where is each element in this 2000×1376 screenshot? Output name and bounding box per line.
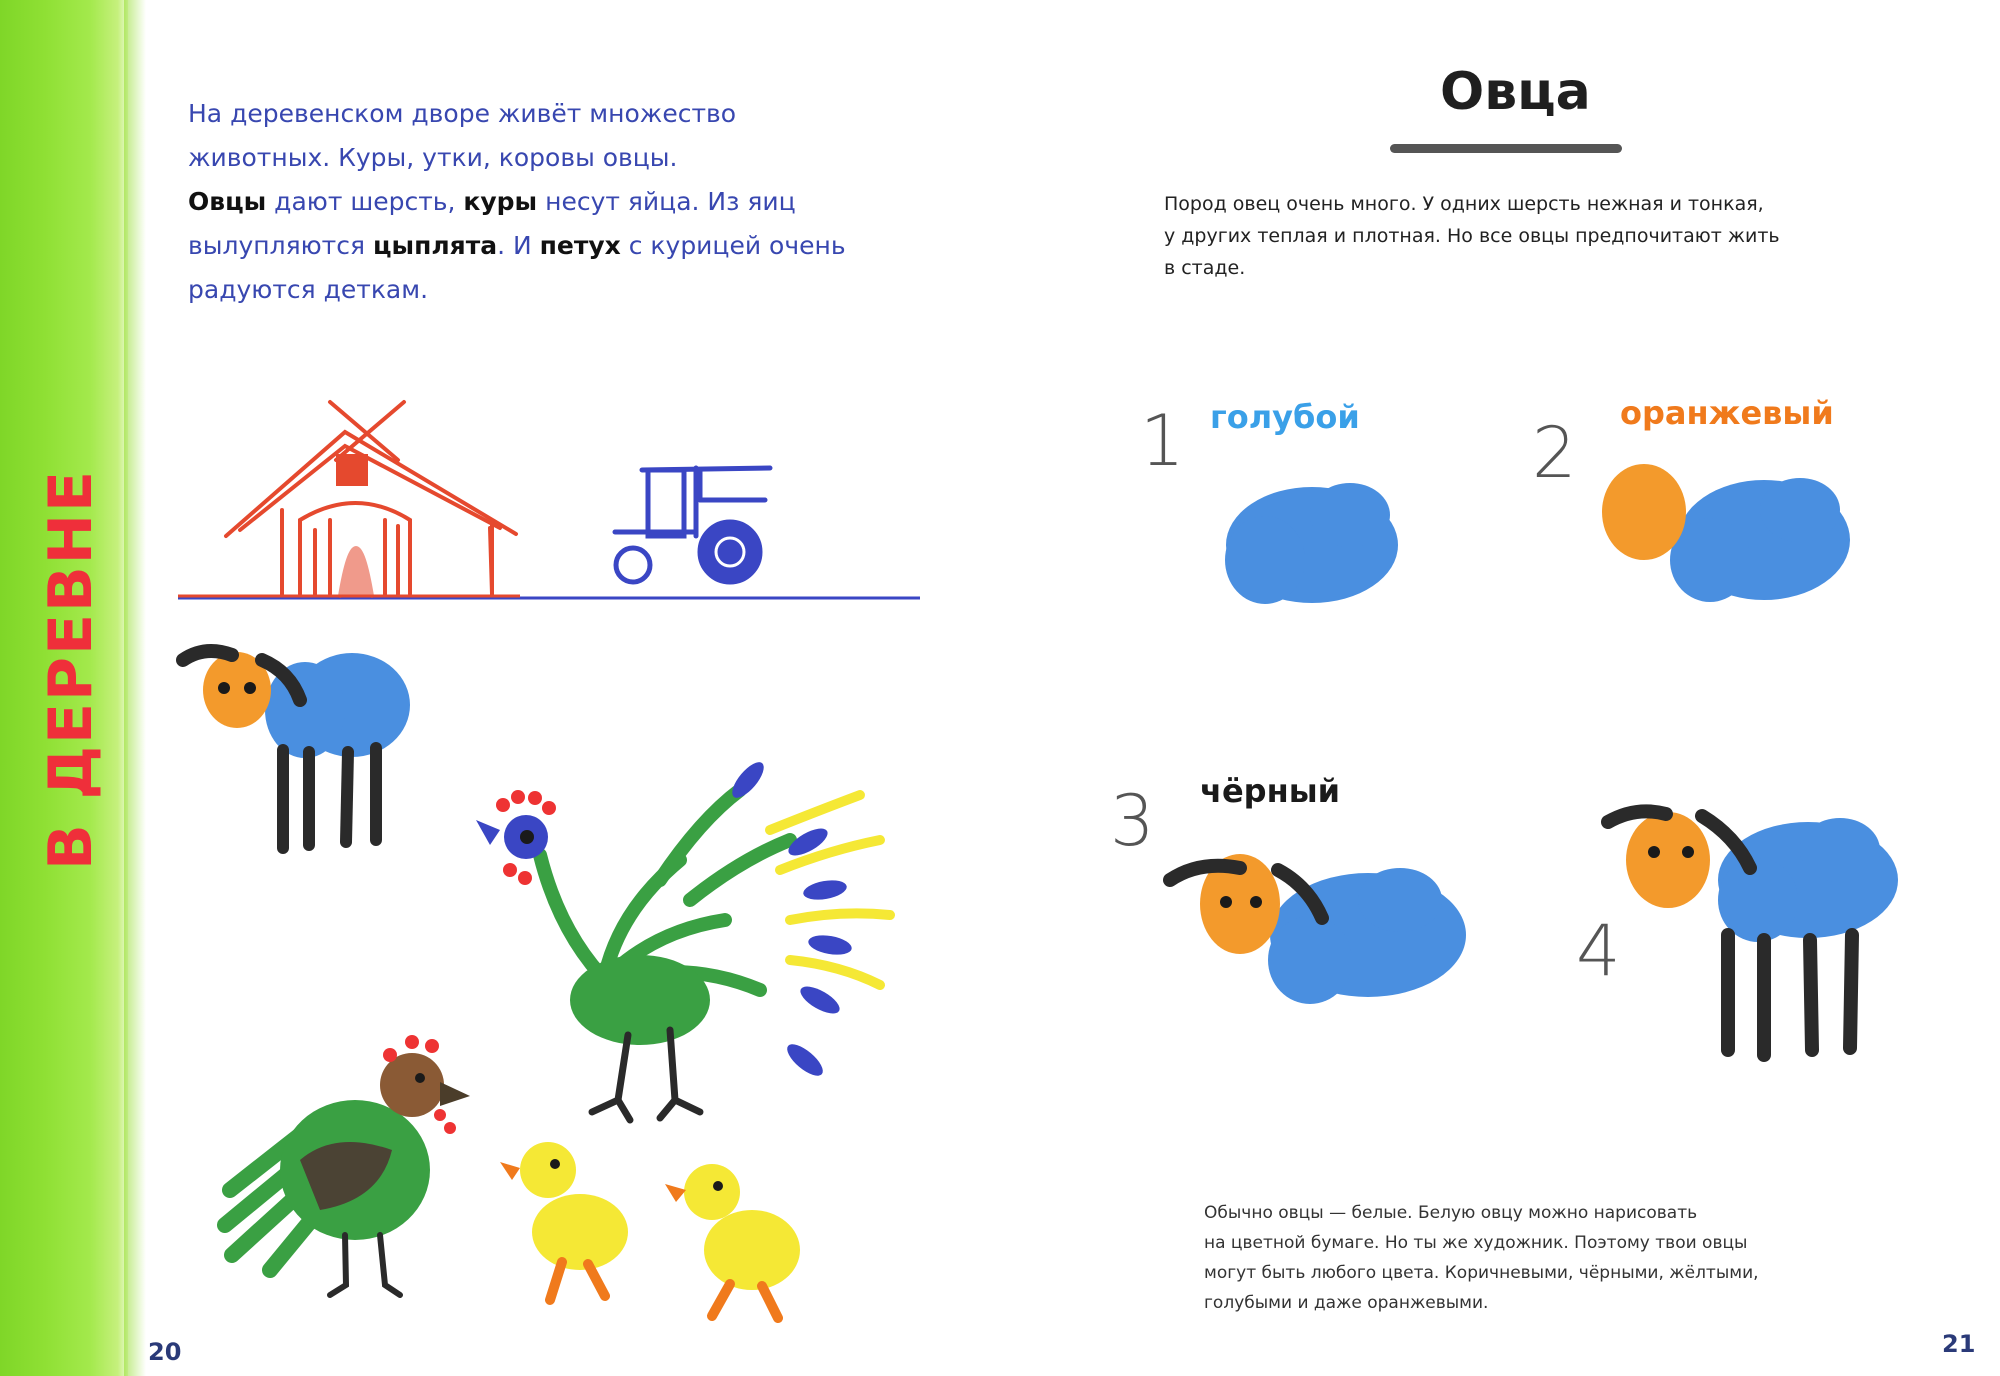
page-number-right: 21 <box>1942 1330 1976 1358</box>
sheep-left-drawing <box>183 651 410 848</box>
keyword-text: куры <box>463 187 538 216</box>
intro-text-segment: На деревенском дворе живёт множество <box>188 99 737 128</box>
intro-text-segment: . И <box>497 231 540 260</box>
tractor-drawing <box>615 468 770 582</box>
paragraph-line: Пород овец очень много. У одних шерсть нежная и тонкая, <box>1164 193 1764 215</box>
page-title: Овца <box>1440 62 1591 122</box>
note-line: на цветной бумаге. Но ты же художник. Поэтому твои овцы <box>1204 1233 1748 1253</box>
intro-text-segment: вылупляются <box>188 231 373 260</box>
intro-text-segment: несут яйца. Из яиц <box>537 187 796 216</box>
intro-text-segment: животных. Куры, утки, коровы овцы. <box>188 143 678 172</box>
step-3-sheep <box>1170 854 1466 1004</box>
intro-text-segment: радуются деткам. <box>188 275 429 304</box>
chick-1-drawing <box>500 1142 628 1300</box>
page-number-left: 20 <box>148 1338 182 1366</box>
note-line: Обычно овцы — белые. Белую овцу можно нарисовать <box>1204 1203 1698 1223</box>
step-1-label: голубой <box>1210 398 1360 436</box>
step-1-number: 1 <box>1140 400 1185 482</box>
step-2-label: оранжевый <box>1620 394 1834 432</box>
keyword-text: Овцы <box>188 187 267 216</box>
keyword-text: петух <box>539 231 621 260</box>
step-4-sheep <box>1608 811 1898 1055</box>
intro-text-segment: дают шерсть, <box>266 187 464 216</box>
step-4-number: 4 <box>1576 910 1621 992</box>
rooster-drawing <box>476 757 890 1120</box>
step-2-sheep <box>1602 464 1850 602</box>
step-2-number: 2 <box>1532 412 1577 494</box>
step-3-number: 3 <box>1110 780 1155 862</box>
step-1-blue-body <box>1225 483 1398 604</box>
section-title-vertical: В ДЕРЕВНЕ <box>36 469 106 870</box>
keyword-text: цыплята <box>372 231 498 260</box>
step-3-label: чёрный <box>1200 772 1341 810</box>
paragraph-line: у других теплая и плотная. Но все овцы предпочитают жить <box>1164 225 1780 247</box>
chick-2-drawing <box>665 1164 800 1318</box>
barn-drawing <box>226 402 516 596</box>
note-line: голубыми и даже оранжевыми. <box>1204 1293 1489 1313</box>
hen-drawing <box>225 1035 470 1295</box>
paragraph-line: в стаде. <box>1164 257 1246 279</box>
note-line: могут быть любого цвета. Коричневыми, чёрными, жёлтыми, <box>1204 1263 1759 1283</box>
intro-text-segment: с курицей очень <box>620 231 846 260</box>
